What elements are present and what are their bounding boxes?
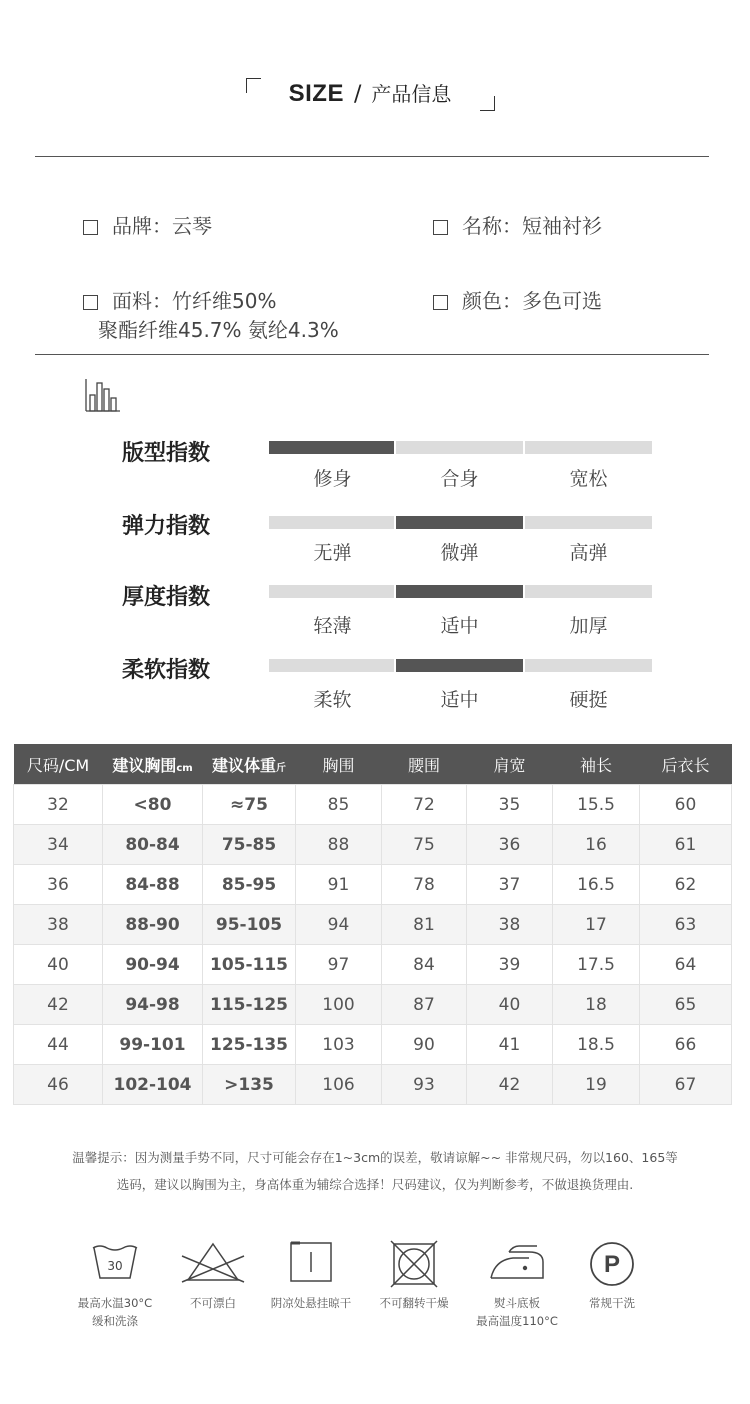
table-cell: 63 xyxy=(640,905,732,945)
table-header-cell: 腰围 xyxy=(382,744,467,785)
index-option-label: 适中 xyxy=(440,689,479,711)
info-brand-text: 品牌：云琴 xyxy=(112,214,212,238)
table-cell: 85 xyxy=(296,785,382,825)
table-cell: 15.5 xyxy=(553,785,640,825)
info-material-line2: 聚酯纤维45.7% 氨纶4.3% xyxy=(98,318,339,342)
table-cell: 97 xyxy=(296,945,382,985)
table-cell: 95-105 xyxy=(203,905,296,945)
title-separator: / xyxy=(353,82,362,107)
table-cell: 38 xyxy=(467,905,553,945)
index-segment xyxy=(396,441,523,454)
index-option-label: 轻薄 xyxy=(313,615,352,637)
info-brand xyxy=(83,210,212,239)
index-segment xyxy=(269,516,394,529)
table-cell: 42 xyxy=(467,1065,553,1105)
table-cell: 64 xyxy=(640,945,732,985)
table-cell: 75-85 xyxy=(203,825,296,865)
index-title: 柔软指数 xyxy=(122,658,211,683)
table-row xyxy=(14,785,732,825)
index-title: 弹力指数 xyxy=(122,514,211,539)
table-cell: 106 xyxy=(296,1065,382,1105)
table-cell: 88 xyxy=(296,825,382,865)
table-cell: 72 xyxy=(382,785,467,825)
table-cell: 60 xyxy=(640,785,732,825)
table-cell: 36 xyxy=(14,865,103,905)
care-label: 阴凉处悬挂晾干 xyxy=(270,1296,352,1310)
size-note-line2: 选码，建议以胸围为主，身高体重为辅综合选择！尺码建议，仅为判断参考，不做退换货理由. xyxy=(116,1177,634,1192)
table-cell: 87 xyxy=(382,985,467,1025)
care-item-line-dry xyxy=(266,1240,356,1312)
divider-top xyxy=(35,156,709,157)
care-label: 不可漂白 xyxy=(190,1296,236,1310)
table-cell: 18.5 xyxy=(553,1025,640,1065)
table-cell: 78 xyxy=(382,865,467,905)
table-row xyxy=(14,945,732,985)
table-row xyxy=(14,1065,732,1105)
table-cell: 46 xyxy=(14,1065,103,1105)
table-row xyxy=(14,985,732,1025)
table-cell: 88-90 xyxy=(103,905,203,945)
table-cell: 91 xyxy=(296,865,382,905)
info-name xyxy=(433,210,602,239)
care-label: 常规干洗 xyxy=(589,1296,635,1310)
table-cell: 40 xyxy=(467,985,553,1025)
unit-jin: 斤 xyxy=(276,762,286,774)
table-cell: 34 xyxy=(14,825,103,865)
unit-cm: cm xyxy=(176,762,193,774)
table-header-cell: 肩宽 xyxy=(467,744,553,785)
care-item-dry-clean xyxy=(567,1240,657,1312)
wash-30-icon xyxy=(90,1240,140,1284)
index-segment xyxy=(525,516,652,529)
index-option-label: 宽松 xyxy=(569,468,608,490)
table-cell: 36 xyxy=(467,825,553,865)
no-bleach-icon xyxy=(180,1240,246,1284)
table-cell: 39 xyxy=(467,945,553,985)
index-option-label: 微弹 xyxy=(440,542,479,564)
care-item-no-bleach xyxy=(168,1240,258,1312)
bar-chart-icon xyxy=(85,378,121,412)
table-header-cell: 建议胸围cm xyxy=(103,744,203,785)
table-cell: 17.5 xyxy=(553,945,640,985)
table-header-cell: 袖长 xyxy=(553,744,640,785)
table-cell: 103 xyxy=(296,1025,382,1065)
table-header-cell: 后衣长 xyxy=(640,744,732,785)
title-en: SIZE xyxy=(288,80,344,107)
table-row xyxy=(14,865,732,905)
table-cell: 16.5 xyxy=(553,865,640,905)
page-title xyxy=(0,78,740,108)
table-cell: 16 xyxy=(553,825,640,865)
index-option-label: 硬挺 xyxy=(569,689,608,711)
index-option-label: 合身 xyxy=(440,468,479,490)
index-segment xyxy=(269,659,394,672)
wash-temp-label: 30 xyxy=(107,1259,123,1273)
line-dry-shade-icon xyxy=(288,1240,334,1284)
care-label: 最高水温30°C 缓和洗涤 xyxy=(77,1296,153,1328)
table-cell: 100 xyxy=(296,985,382,1025)
table-cell: 90-94 xyxy=(103,945,203,985)
index-title: 版型指数 xyxy=(122,441,211,466)
table-cell: 85-95 xyxy=(203,865,296,905)
index-option-label: 高弹 xyxy=(569,542,608,564)
divider-middle xyxy=(35,354,709,355)
table-cell: 80-84 xyxy=(103,825,203,865)
care-item-iron xyxy=(472,1240,562,1330)
table-cell: 99-101 xyxy=(103,1025,203,1065)
index-option-label: 适中 xyxy=(440,615,479,637)
table-cell: 40 xyxy=(14,945,103,985)
table-cell: 105-115 xyxy=(203,945,296,985)
index-title: 厚度指数 xyxy=(122,585,211,610)
checkbox-icon xyxy=(83,220,98,235)
care-label: 熨斗底板 最高温度110°C xyxy=(476,1296,558,1328)
table-cell: 94 xyxy=(296,905,382,945)
table-cell: 125-135 xyxy=(203,1025,296,1065)
index-option-label: 加厚 xyxy=(569,615,608,637)
table-cell: 42 xyxy=(14,985,103,1025)
table-header-cell: 尺码/CM xyxy=(14,744,103,785)
table-cell: 115-125 xyxy=(203,985,296,1025)
table-cell: 61 xyxy=(640,825,732,865)
index-segment xyxy=(525,585,652,598)
index-option-label: 修身 xyxy=(313,468,352,490)
table-header-cell: 建议体重斤 xyxy=(203,744,296,785)
table-cell: 38 xyxy=(14,905,103,945)
no-tumble-dry-icon xyxy=(390,1240,438,1288)
size-table xyxy=(13,744,732,1105)
table-cell: 84 xyxy=(382,945,467,985)
table-row xyxy=(14,1025,732,1065)
table-cell: 102-104 xyxy=(103,1065,203,1105)
dry-clean-p-icon xyxy=(588,1240,636,1288)
index-segment xyxy=(396,585,523,598)
info-material xyxy=(83,285,276,314)
care-item-no-tumble xyxy=(369,1240,459,1312)
info-name-text: 名称：短袖衬衫 xyxy=(462,214,602,238)
table-cell: 67 xyxy=(640,1065,732,1105)
index-segment xyxy=(269,585,394,598)
iron-icon xyxy=(487,1240,547,1284)
table-cell: 66 xyxy=(640,1025,732,1065)
table-cell: 19 xyxy=(553,1065,640,1105)
title-corner-bottom-right xyxy=(480,96,495,111)
table-cell: 81 xyxy=(382,905,467,945)
checkbox-icon xyxy=(433,220,448,235)
table-cell: <80 xyxy=(103,785,203,825)
table-row xyxy=(14,825,732,865)
table-cell: 32 xyxy=(14,785,103,825)
table-cell: 75 xyxy=(382,825,467,865)
table-cell: 17 xyxy=(553,905,640,945)
table-cell: 84-88 xyxy=(103,865,203,905)
table-cell: 44 xyxy=(14,1025,103,1065)
checkbox-icon xyxy=(83,295,98,310)
checkbox-icon xyxy=(433,295,448,310)
table-row xyxy=(14,905,732,945)
table-cell: 65 xyxy=(640,985,732,1025)
index-option-label: 无弹 xyxy=(313,542,352,564)
size-note-line1: 温馨提示：因为测量手势不同，尺寸可能会存在1~3cm的误差，敬请谅解~~ 非常规尺码，勿以160、165等 xyxy=(72,1150,678,1165)
table-cell: 41 xyxy=(467,1025,553,1065)
table-cell: >135 xyxy=(203,1065,296,1105)
care-item-wash xyxy=(70,1240,160,1330)
index-segment xyxy=(396,659,523,672)
table-cell: 90 xyxy=(382,1025,467,1065)
title-cn: 产品信息 xyxy=(371,82,452,106)
info-color xyxy=(433,285,602,314)
table-cell: 94-98 xyxy=(103,985,203,1025)
care-label: 不可翻转干燥 xyxy=(379,1296,449,1310)
table-header-row xyxy=(14,744,732,785)
info-color-text: 颜色：多色可选 xyxy=(462,289,602,313)
index-segment xyxy=(525,659,652,672)
table-cell: 35 xyxy=(467,785,553,825)
index-segment xyxy=(396,516,523,529)
table-cell: ≈75 xyxy=(203,785,296,825)
table-cell: 62 xyxy=(640,865,732,905)
table-cell: 93 xyxy=(382,1065,467,1105)
table-cell: 18 xyxy=(553,985,640,1025)
table-cell: 37 xyxy=(467,865,553,905)
index-segment xyxy=(269,441,394,454)
index-option-label: 柔软 xyxy=(313,689,352,711)
index-segment xyxy=(525,441,652,454)
table-header-cell: 胸围 xyxy=(296,744,382,785)
dry-clean-letter: P xyxy=(603,1251,621,1278)
info-material-text: 面料：竹纤维50% xyxy=(112,289,277,313)
